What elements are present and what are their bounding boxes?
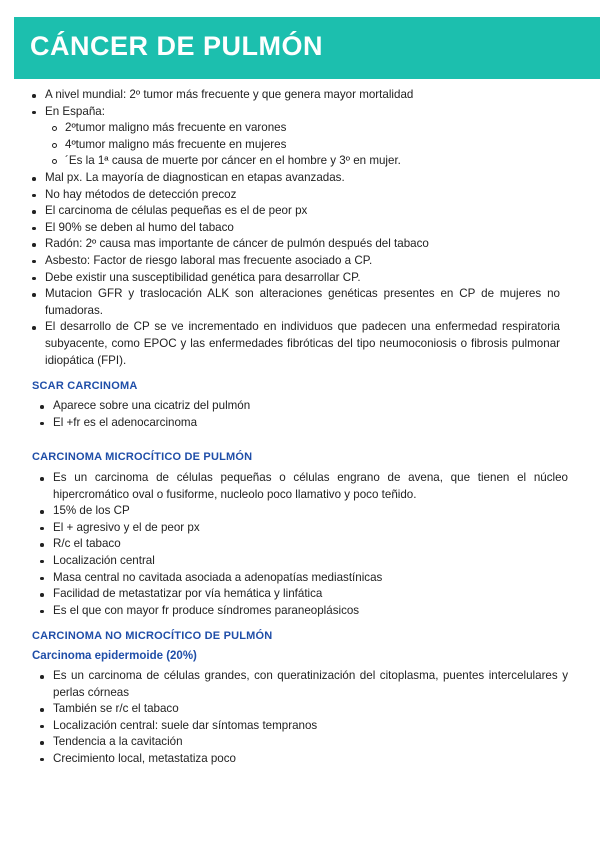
title-banner	[14, 17, 600, 79]
micro-list	[53, 470, 568, 619]
list-item: Tendencia a la cavitación	[53, 734, 568, 751]
intro-list	[45, 87, 560, 120]
list-item: El + agresivo y el de peor px	[53, 520, 568, 537]
list-item: 4ºtumor maligno más frecuente en mujeres	[65, 137, 560, 154]
list-item: Aparece sobre una cicatriz del pulmón	[53, 398, 568, 415]
list-item: El 90% se deben al humo del tabaco	[45, 220, 560, 237]
non-micro-list	[53, 668, 568, 768]
list-item: El carcinoma de células pequeñas es el de peor px	[45, 203, 560, 220]
list-item: Es el que con mayor fr produce síndromes paraneoplásicos	[53, 603, 568, 620]
list-item: Asbesto: Factor de riesgo laboral mas frecuente asociado a CP.	[45, 253, 560, 270]
list-item: Mal px. La mayoría de diagnostican en etapas avanzadas.	[45, 170, 560, 187]
list-item: Mutacion GFR y traslocación ALK son alteraciones genéticas presentes en CP de mujeres no fumadoras.	[45, 286, 560, 319]
list-item: Debe existir una susceptibilidad genética para desarrollar CP.	[45, 270, 560, 287]
list-item: No hay métodos de detección precoz	[45, 187, 560, 204]
list-item: ´Es la 1ª causa de muerte por cáncer en el hombre y 3º en mujer.	[65, 153, 560, 170]
spain-sublist	[65, 120, 560, 170]
list-item: El desarrollo de CP se ve incrementado en individuos que padecen una enfermedad respiratoria subyacente, como EPOC y las enfermedades fibróticas del tipo neumoconiosis o fibrosis pulmonar idiopática (FPI).	[45, 319, 560, 369]
micro-heading: CARCINOMA MICROCÍTICO DE PULMÓN	[32, 451, 253, 463]
list-item: En España:	[45, 104, 560, 121]
list-item: Localización central: suele dar síntomas tempranos	[53, 718, 568, 735]
non-micro-heading: CARCINOMA NO MICROCÍTICO DE PULMÓN	[32, 630, 273, 642]
list-item: Masa central no cavitada asociada a adenopatías mediastínicas	[53, 570, 568, 587]
list-item: A nivel mundial: 2º tumor más frecuente y que genera mayor mortalidad	[45, 87, 560, 104]
list-item: 2ºtumor maligno más frecuente en varones	[65, 120, 560, 137]
page-title: CÁNCER DE PULMÓN	[30, 31, 324, 61]
list-item: Es un carcinoma de células grandes, con queratinización del citoplasma, puentes intercelulares y perlas córneas	[53, 668, 568, 701]
list-item: Crecimiento local, metastatiza poco	[53, 751, 568, 768]
intro-list-continued	[45, 170, 560, 369]
list-item: Es un carcinoma de células pequeñas o células engrano de avena, que tienen el núcleo hipercromático oval o fusiforme, nucleolo poco llamativo y poco teñido.	[53, 470, 568, 503]
list-item: El +fr es el adenocarcinoma	[53, 415, 568, 432]
list-item: Radón: 2º causa mas importante de cáncer de pulmón después del tabaco	[45, 236, 560, 253]
epidermoid-subheading: Carcinoma epidermoide (20%)	[32, 650, 197, 662]
list-item: Localización central	[53, 553, 568, 570]
list-item: R/c el tabaco	[53, 536, 568, 553]
list-item: También se r/c el tabaco	[53, 701, 568, 718]
list-item: Facilidad de metastatizar por vía hemática y linfática	[53, 586, 568, 603]
scar-heading: SCAR CARCINOMA	[32, 380, 138, 392]
list-item: 15% de los CP	[53, 503, 568, 520]
scar-list	[53, 398, 568, 431]
